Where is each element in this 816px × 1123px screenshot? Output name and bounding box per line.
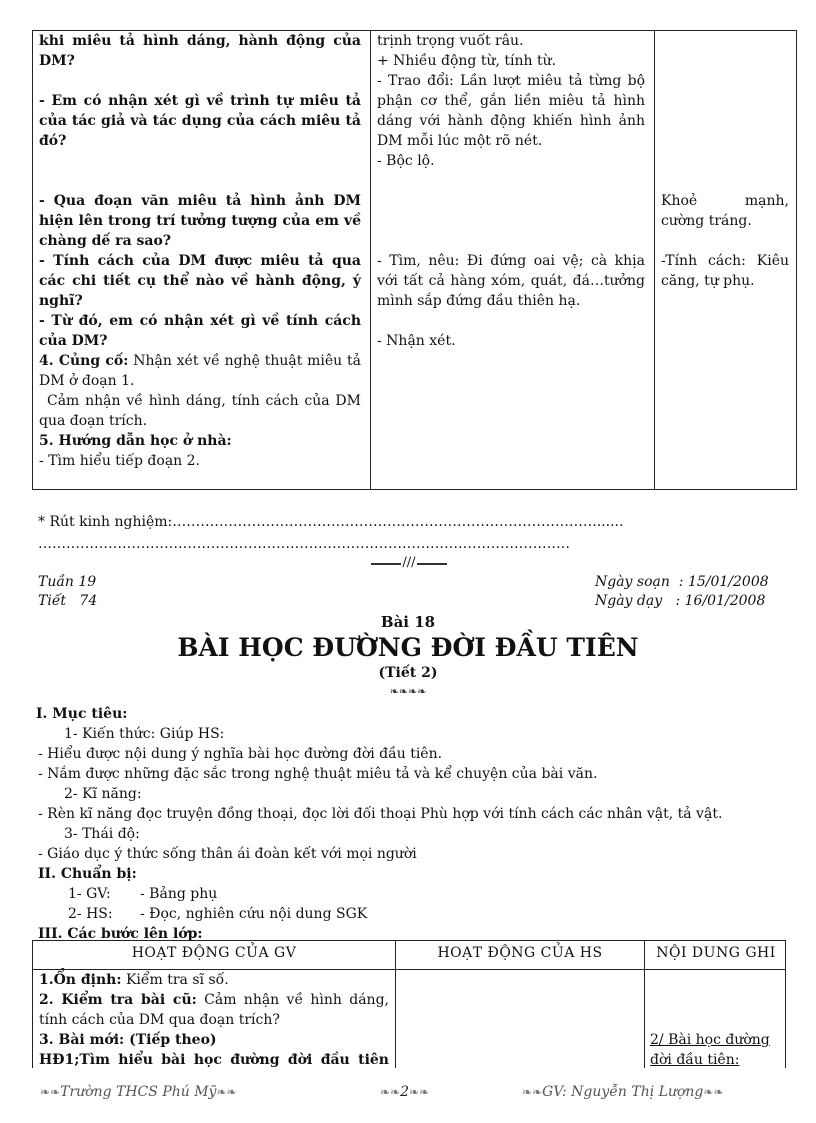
section-heading: II. Chuẩn bị: [38,866,137,882]
answer-text: trịnh trọng vuốt râu. [377,33,524,49]
question-text: - Qua đoạn văn miêu tả hình ảnh DM hiện lên trong trí tưởng tượng của em về chàng dế ra sao? [39,193,361,249]
ornament-icon: ❧❧ [703,1085,724,1099]
activity-table-continued [32,30,797,490]
period-label: Tiết 74 [38,593,98,609]
note-text: -Tính cách: Kiêu căng, tự phụ. [661,253,789,289]
ornament: ❧❧❧❧ [389,685,427,698]
answer-text: - Trao đổi: Lần lượt miêu tả từng bộ phận cơ thể, gắn liền miêu tả hình dáng với hành động khiến hình ảnh DM mỗi lúc một rõ nét. [377,73,645,149]
answer-text: - Tìm, nêu: Đi đứng oai vệ; cà khịa với tất cả hàng xóm, quát, đá…tưởng mình sắp đứng đầu thiên hạ. [377,253,645,309]
step-text: 2. Kiểm tra bài cũ: Cảm nhận về hình dáng, tính cách của DM qua đoạn trích? [39,992,389,1028]
section-heading: III. Các bước lên lớp: [38,926,203,942]
ornament-icon: ❧❧ [522,1085,543,1099]
experience-line: * Rút kinh nghiệm:………………………………………………………………………………....... [38,514,624,530]
objective-item: - Rèn kĩ năng đọc truyện đồng thoại, đọc lời đối thoại Phù hợp với tính cách các nhân vật, tả vật. [38,806,723,822]
teacher-activity-column [39,31,361,471]
question-text: - Em có nhận xét gì về trình tự miêu tả của tác giả và tác dụng của cách miêu tả đó? [39,93,361,149]
homework-heading: 5. Hướng dẫn học ở nhà: [39,433,232,449]
note-text: Khoẻ mạnh, cường tráng. [661,193,789,229]
header-teacher: HOẠT ĐỘNG CỦA GV [131,945,297,961]
section-separator: /// [371,554,447,574]
lesson-number: Bài 18 [380,613,436,631]
objective-item: - Nắm được những đặc sắc trong nghệ thuật miêu tả và kể chuyện của bài văn. [38,766,598,782]
table-divider [654,31,655,489]
answer-text: - Bộc lộ. [377,153,435,169]
footer-school: ❧❧Trường THCS Phú Mỹ❧❧ [40,1084,237,1100]
ornament-icon: ❧❧ [216,1085,237,1099]
ornament-icon: ❧❧ [40,1085,61,1099]
ornament-icon: ❧❧ [380,1085,401,1099]
subsection-heading: 2- Kĩ năng: [64,786,142,802]
subsection-heading: 3- Thái độ: [64,826,140,842]
notes-column [661,31,789,291]
header-notes: NỘI DUNG GHI [656,945,776,961]
homework-text: - Tìm hiểu tiếp đoạn 2. [39,453,200,469]
prep-item: 2- HS: - Đọc, nghiên cứu nội dung SGK [68,906,368,922]
prep-date: Ngày soạn : 15/01/2008 [595,574,769,590]
header-student: HOẠT ĐỘNG CỦA HS [437,945,603,961]
teach-date: Ngày dạy : 16/01/2008 [595,593,766,609]
activity-table [32,940,786,1068]
teacher-activity-column [39,970,389,1070]
objective-item: - Hiểu được nội dung ý nghĩa bài học đường đời đầu tiên. [38,746,443,762]
step-text: HĐ1;Tìm hiểu bài học đường đời đầu tiên [39,1052,389,1068]
question-text: khi miêu tả hình dáng, hành động của DM? [39,33,361,69]
footer-teacher: ❧❧GV: Nguyễn Thị Lượng❧❧ [522,1084,724,1100]
answer-text: - Nhận xét. [377,333,456,349]
consolidation-text: 4. Củng cố: Nhận xét về nghệ thuật miêu tả DM ở đoạn 1. [39,353,361,389]
objective-item: - Giáo dục ý thức sống thân ái đoàn kết với mọi người [38,846,417,862]
question-text: - Tính cách của DM được miêu tả qua các chi tiết cụ thể nào về hành động, ý nghĩ? [39,253,361,309]
page-title: BÀI HỌC ĐƯỜNG ĐỜI ĐẦU TIÊN [177,633,639,662]
table-divider [370,31,371,489]
subsection-heading: 1- Kiến thức: Giúp HS: [64,726,225,742]
page-subtitle: (Tiết 2) [378,665,438,681]
step-text: 3. Bài mới: (Tiếp theo) [39,1032,217,1048]
consolidation-text: Cảm nhận về hình dáng, tính cách của DM qua đoạn trích. [39,393,361,429]
step-text: 1.Ổn định: Kiểm tra sĩ số. [39,972,229,988]
student-activity-column [377,31,645,351]
prep-item: 1- GV: - Bảng phụ [68,886,218,902]
page-number: ❧❧2❧❧ [380,1084,430,1100]
question-text: - Từ đó, em có nhận xét gì về tính cách của DM? [39,313,361,349]
week-label: Tuần 19 [38,574,97,590]
ornament-icon: ❧❧ [409,1085,430,1099]
table-header-row [33,941,785,970]
note-text: 2/ Bài học đường đời đầu tiên: [650,1032,770,1068]
answer-text: + Nhiều động từ, tính từ. [377,53,557,69]
experience-dots: …………………………………………………………………………………………………… [38,536,570,552]
section-heading: I. Mục tiêu: [36,706,128,722]
lesson-plan-body [38,704,798,944]
